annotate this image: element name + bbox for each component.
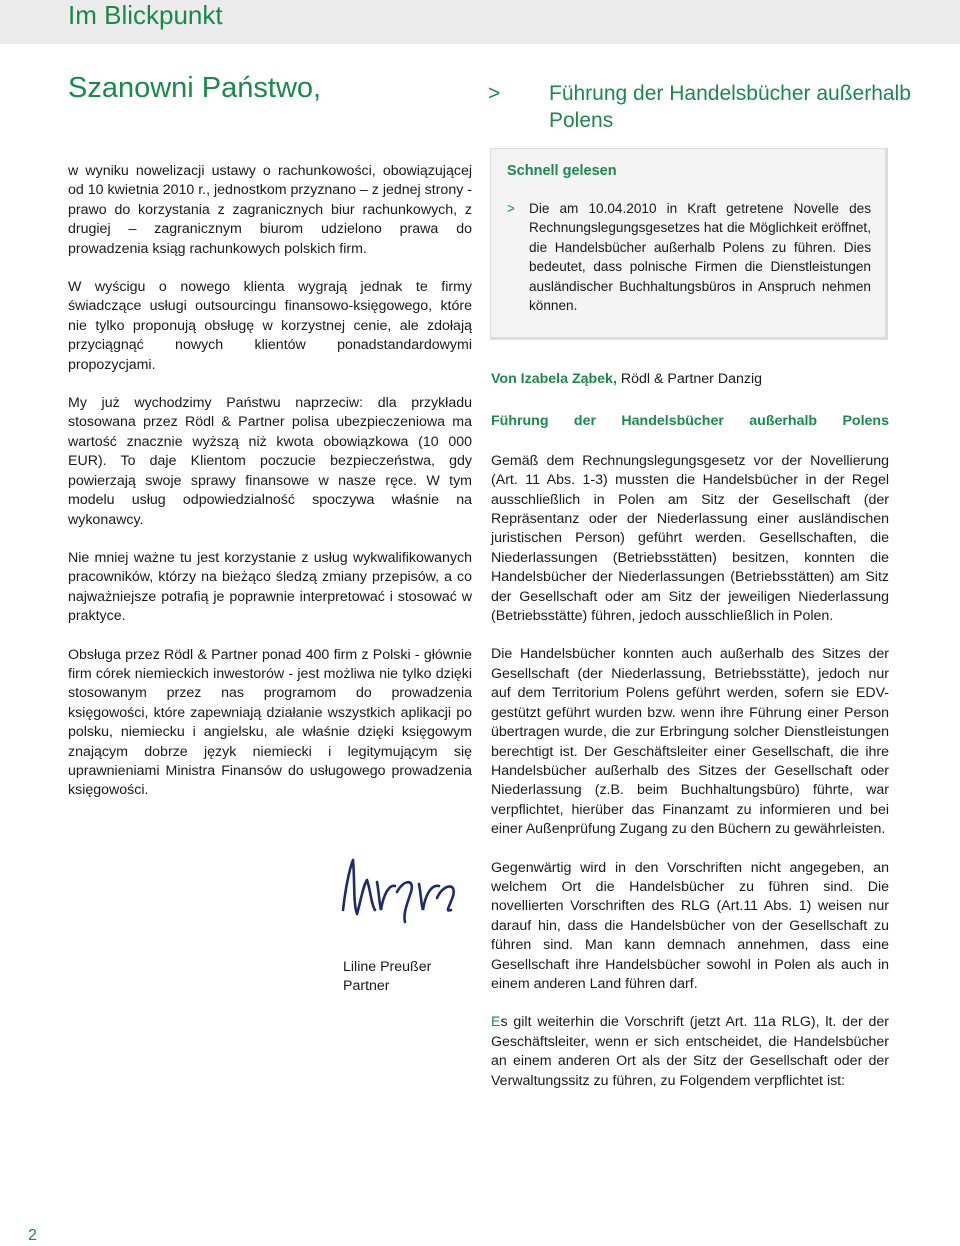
letter-salutation: Szanowni Państwo, [68, 72, 322, 104]
letter-paragraph-2: W wyścigu o nowego klienta wygrają jednak te firmy świadczące usługi outsourcingu finansowo-księgowego, które nie tylko proponują obsługę w korzystnej cenie, ale zdołają przyciągnąć nowych klientów ponadstandardowymi propozycjami. [68, 279, 472, 373]
page-number: 2 [28, 1227, 37, 1244]
author-org: Rödl & Partner Danzig [616, 371, 762, 387]
letter-paragraph-3: My już wychodzimy Państwu naprzeciw: dla przykładu stosowana przez Rödl & Partner polisa ubezpieczeniowa ma wartość znacznie wyższą niż kwota obowiązkowa (10 000 EUR). To daje Klientom poczucie bezpieczeństwa, gdy powierzają swoje sprawy finansowe w nasze ręce. W tym modelu usług odpowiedzialność spoczywa właśnie na wykonawcy. [68, 395, 472, 528]
article-subheading: Führung der Handelsbücher außerhalb Polens [491, 413, 889, 430]
signatory-role: Partner [343, 978, 390, 995]
summary-text: Die am 10.04.2010 in Kraft getretene Novelle des Rechnungslegungsgesetzes hat die Möglichkeit eröffnet, die Handelsbücher außerhalb Polens zu führen. Dies bedeutet, dass polnische Firmen die Dienstleistungen ausländischer Buchhaltungsbüros in Anspruch nehmen können. [529, 201, 871, 314]
author-line [491, 370, 889, 389]
header-band [0, 0, 960, 44]
summary-item [507, 199, 871, 315]
article-title-text: Führung der Handelsbücher außerhalb Polens [549, 82, 911, 132]
article-body [491, 370, 889, 1110]
paragraph-rest: s gilt weiterhin die Vorschrift (jetzt Art. 11a RLG), lt. der der Geschäftsleiter, wenn er sich entscheidet, die Handelsbücher an einem anderen Ort als der Sitz der Gesellschaft oder der Verwaltungssitz zu führen, zu Folgendem verpflichtet ist: [491, 1014, 889, 1089]
letter-paragraph-4: Nie mniej ważne tu jest korzystanie z usług wykwalifikowanych pracowników, którzy na bieżąco śledzą zmiany przepisów, a co najważniejsze potrafią je poprawnie interpretować i stosować w praktyce. [68, 549, 472, 625]
summary-title: Schnell gelesen [507, 163, 617, 179]
author-name: Von Izabela Ząbek, [491, 371, 617, 387]
letter-paragraph-1: w wyniku nowelizacji ustawy o rachunkowości, obowiązującej od 10 kwietnia 2010 r., jednostkom przyznano – z jednej strony - prawo do korzystania z zagranicznych biur rachunkowych, z drugiej – zagranicznym biurom udzielono prawa do prowadzenia ksiąg rachunkowych polskich firm. [68, 163, 472, 257]
handwritten-signature [333, 852, 463, 924]
section-title: Im Blickpunkt [68, 0, 223, 30]
chevron-right-icon: > [507, 201, 515, 216]
initial-letter: E [491, 1014, 501, 1031]
article-paragraph-3: Gegenwärtig wird in den Vorschriften nicht angegeben, an welchem Ort die Handelsbücher zu führen sind. Die novellierten Vorschriften des RLG (Art.11 Abs. 1) weisen nur darauf hin, dass die Handelsbücher von der Gesellschaft zu führen sind. Man kann demnach annehmen, dass eine Gesellschaft ihre Handelsbücher sowohl in Polen als auch in einem anderen Land führen darf. [491, 859, 889, 992]
signatory-name: Liline Preußer [343, 959, 432, 975]
article-paragraph-2: Die Handelsbücher konnten auch außerhalb des Sitzes der Gesellschaft (der Niederlassung, Betriebsstätte), jedoch nur auf dem Territorium Polens geführt werden, sofern sie EDV-gestützt geführt wurden bzw. wenn ihre Führung einer Person übertragen wurde, die zur Erbringung solcher Dienstleistungen berechtigt ist. Der Geschäftsleiter einer Gesellschaft, die ihre Handelsbücher außerhalb des Sitzes der Gesellschaft oder Niederlassung (z.B. beim Buchhaltungsbüro) führte, war verpflichtet, hierüber das Finanzamt zu informieren und bei einer Außenprüfung Zugang zu den Büchern zu gewährleisten. [491, 646, 889, 838]
summary-box [490, 148, 888, 340]
signature-block [343, 958, 431, 997]
letter-paragraph-5: Obsługa przez Rödl & Partner ponad 400 firm z Polski - głównie firm córek niemieckich inwestorów - jest możliwa nie tylko dzięki stosowanym przez nas programom do prowadzenia księgowości, które zapewniają działanie wszystkich aplikacji po polsku, niemiecku i angielsku, ale właśnie dzięki księgowym znającym dobrze język niemiecki i legitymującym się uprawnieniami Ministra Finansów do usługowego prowadzenia księgowości. [68, 646, 472, 799]
chevron-right-icon: > [488, 82, 501, 105]
article-paragraph-1: Gemäß dem Rechnungslegungsgesetz vor der Novellierung (Art. 11 Abs. 1-3) mussten die Handelsbücher in der Regel ausschließlich in Polen am Sitz der Gesellschaft (der Repräsentanz oder der Niederlassung einer ausländischen juristischen Person) geführt werden. Gesellschaften, die Niederlassungen (Betriebsstätten) besitzen, konnten die Handelsbücher der Niederlassungen (Betriebsstätten) am Sitz der Gesellschaft oder am Sitz der jeweiligen Niederlassung (Betriebsstätte) führen, jedoch ausschließlich in Polen. [491, 452, 889, 625]
letter-body [68, 162, 472, 820]
article-title [488, 80, 928, 134]
article-paragraph-4 [491, 1013, 889, 1091]
